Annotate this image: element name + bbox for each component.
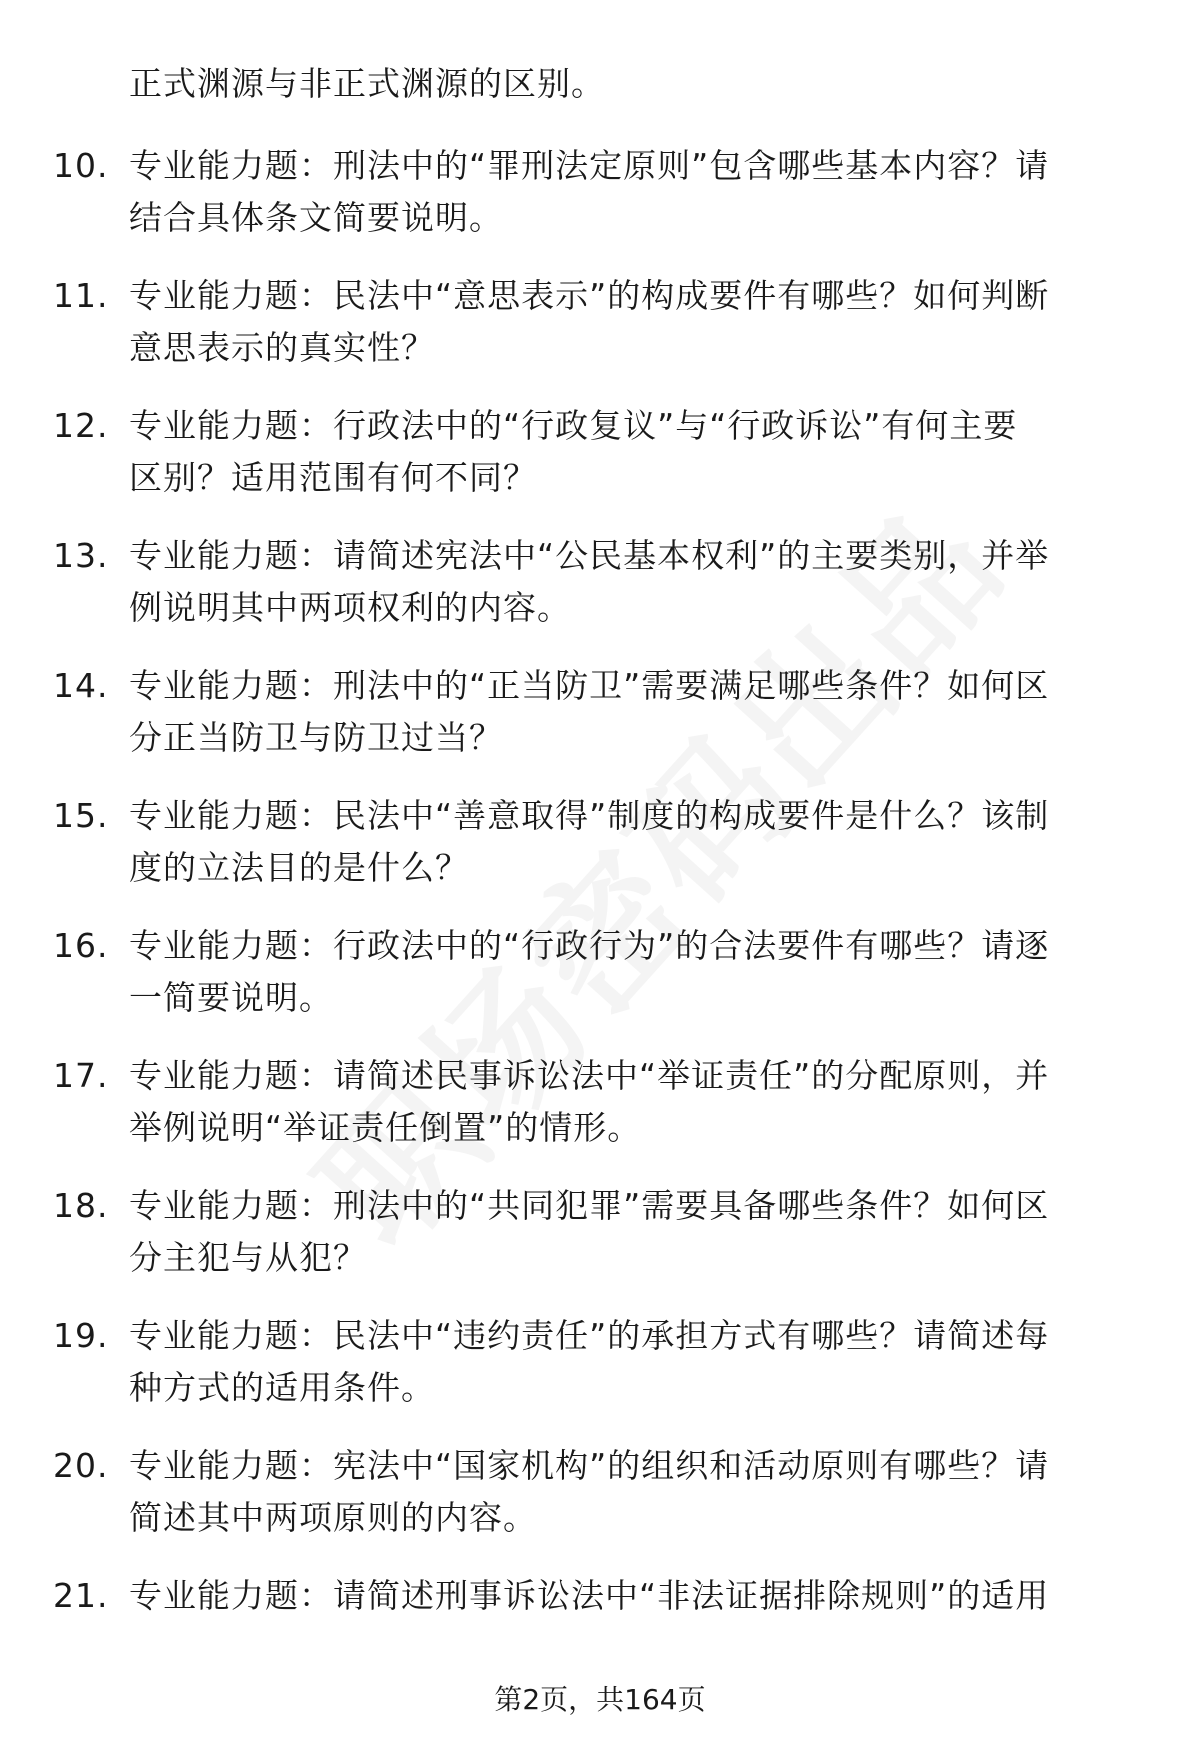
question-number: 13.: [53, 536, 109, 575]
question-number: 14.: [53, 666, 109, 705]
question-number: 12.: [53, 406, 109, 445]
question-text-line: 简述其中两项原则的内容。: [129, 1498, 537, 1537]
question-item: [0, 660, 1200, 790]
question-text: [129, 1440, 1139, 1544]
question-text-line: 专业能力题：刑法中的“正当防卫”需要满足哪些条件？如何区: [129, 666, 1050, 705]
question-number: 20.: [53, 1446, 109, 1485]
question-text: [129, 920, 1139, 1024]
question-text-line: 专业能力题：民法中“意思表示”的构成要件有哪些？如何判断: [129, 276, 1050, 315]
question-text: [129, 270, 1139, 374]
question-text-line: 专业能力题：宪法中“国家机构”的组织和活动原则有哪些？请: [129, 1446, 1050, 1485]
question-item: [0, 140, 1200, 270]
question-number: 19.: [53, 1316, 109, 1355]
question-text-line: 度的立法目的是什么？: [129, 848, 469, 887]
question-list: [0, 140, 1200, 1700]
question-text: [129, 400, 1139, 504]
question-text-line: 举例说明“举证责任倒置”的情形。: [129, 1108, 642, 1147]
question-text: [129, 530, 1139, 634]
question-text-line: 一简要说明。: [129, 978, 333, 1017]
question-number: 11.: [53, 276, 109, 315]
question-item: [0, 1050, 1200, 1180]
question-number: 18.: [53, 1186, 109, 1225]
question-text-line: 结合具体条文简要说明。: [129, 198, 503, 237]
question-text-line: 专业能力题：行政法中的“行政行为”的合法要件有哪些？请逐: [129, 926, 1050, 965]
continuation-line: 正式渊源与非正式渊源的区别。: [129, 64, 605, 103]
question-text-line: 例说明其中两项权利的内容。: [129, 588, 571, 627]
question-item: [0, 1310, 1200, 1440]
question-item: [0, 1180, 1200, 1310]
question-text-line: 专业能力题：行政法中的“行政复议”与“行政诉讼”有何主要: [129, 406, 1018, 445]
question-text-line: 专业能力题：民法中“善意取得”制度的构成要件是什么？该制: [129, 796, 1050, 835]
question-text-line: 区别？适用范围有何不同？: [129, 458, 537, 497]
question-text-line: 意思表示的真实性？: [129, 328, 435, 367]
question-text-line: 专业能力题：刑法中的“罪刑法定原则”包含哪些基本内容？请: [129, 146, 1050, 185]
question-text-line: 分正当防卫与防卫过当？: [129, 718, 503, 757]
question-text: [129, 1180, 1139, 1284]
question-text-line: 专业能力题：民法中“违约责任”的承担方式有哪些？请简述每: [129, 1316, 1050, 1355]
question-number: 21.: [53, 1576, 109, 1615]
question-text: [129, 790, 1139, 894]
question-text-line: 专业能力题：请简述民事诉讼法中“举证责任”的分配原则，并: [129, 1056, 1050, 1095]
question-number: 16.: [53, 926, 109, 965]
question-text: [129, 1310, 1139, 1414]
question-text-line: 专业能力题：刑法中的“共同犯罪”需要具备哪些条件？如何区: [129, 1186, 1050, 1225]
question-item: [0, 530, 1200, 660]
question-text: [129, 1570, 1139, 1622]
question-text-line: 种方式的适用条件。: [129, 1368, 435, 1407]
question-item: [0, 400, 1200, 530]
question-text-line: 专业能力题：请简述刑事诉讼法中“非法证据排除规则”的适用: [129, 1576, 1050, 1615]
page-footer: 第2页，共164页: [494, 1683, 706, 1716]
question-number: 10.: [53, 146, 109, 185]
question-item: [0, 270, 1200, 400]
question-item: [0, 1440, 1200, 1570]
question-text: [129, 660, 1139, 764]
question-number: 17.: [53, 1056, 109, 1095]
question-text-line: 分主犯与从犯？: [129, 1238, 367, 1277]
question-number: 15.: [53, 796, 109, 835]
question-text: [129, 140, 1139, 244]
question-item: [0, 920, 1200, 1050]
question-item: [0, 790, 1200, 920]
question-text-line: 专业能力题：请简述宪法中“公民基本权利”的主要类别，并举: [129, 536, 1050, 575]
question-text: [129, 1050, 1139, 1154]
